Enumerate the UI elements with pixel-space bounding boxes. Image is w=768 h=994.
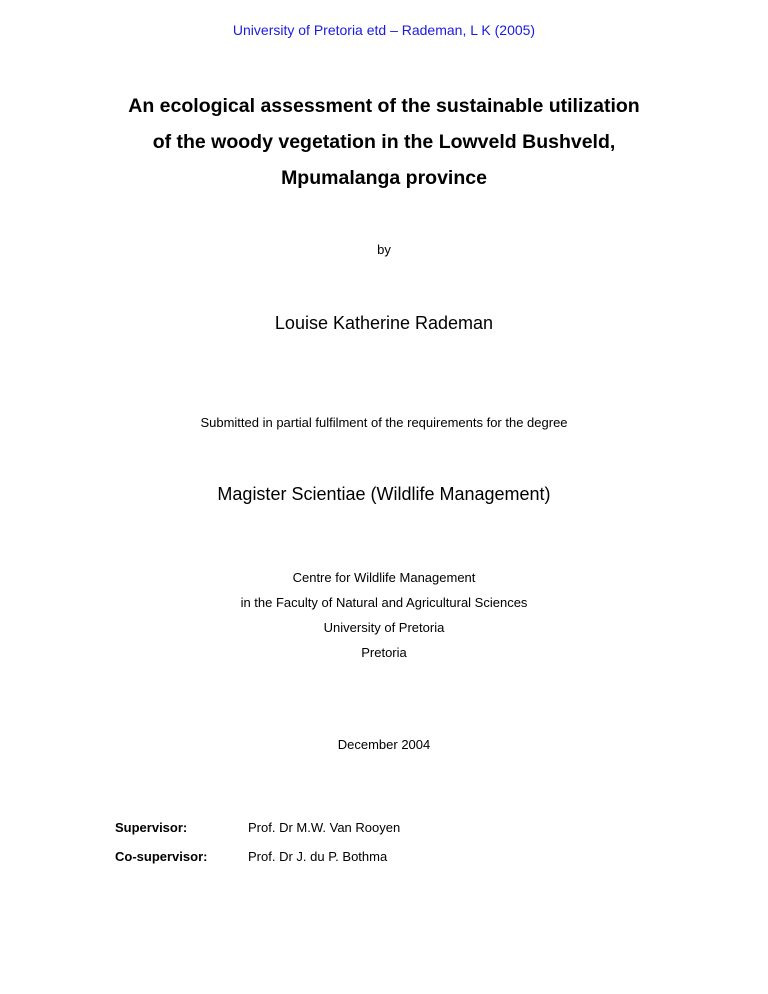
etd-citation-header: University of Pretoria etd – Rademan, L K (2005) — [232, 22, 536, 38]
co-supervisor-label: Co-supervisor: — [115, 849, 208, 864]
institution-faculty: in the Faculty of Natural and Agricultural Sciences — [240, 595, 528, 610]
supervisor-label: Supervisor: — [115, 820, 188, 835]
submission-date: December 2004 — [337, 737, 431, 752]
by-label: by — [377, 242, 391, 257]
institution-university: University of Pretoria — [323, 620, 445, 635]
thesis-title-line-3: Mpumalanga province — [281, 167, 487, 189]
institution-centre: Centre for Wildlife Management — [292, 570, 476, 585]
thesis-title-line-1: An ecological assessment of the sustainable utilization — [128, 95, 640, 117]
institution-block — [0, 565, 768, 665]
submission-statement: Submitted in partial fulfilment of the requirements for the degree — [200, 415, 568, 430]
thesis-title-line-2: of the woody vegetation in the Lowveld Bushveld, — [152, 131, 616, 153]
co-supervisor-name: Prof. Dr J. du P. Bothma — [248, 849, 388, 864]
supervisor-name: Prof. Dr M.W. Van Rooyen — [248, 820, 401, 835]
degree-name: Magister Scientiae (Wildlife Management) — [217, 484, 551, 504]
thesis-title — [0, 88, 768, 196]
institution-city: Pretoria — [361, 645, 407, 660]
author-name: Louise Katherine Rademan — [274, 313, 494, 333]
